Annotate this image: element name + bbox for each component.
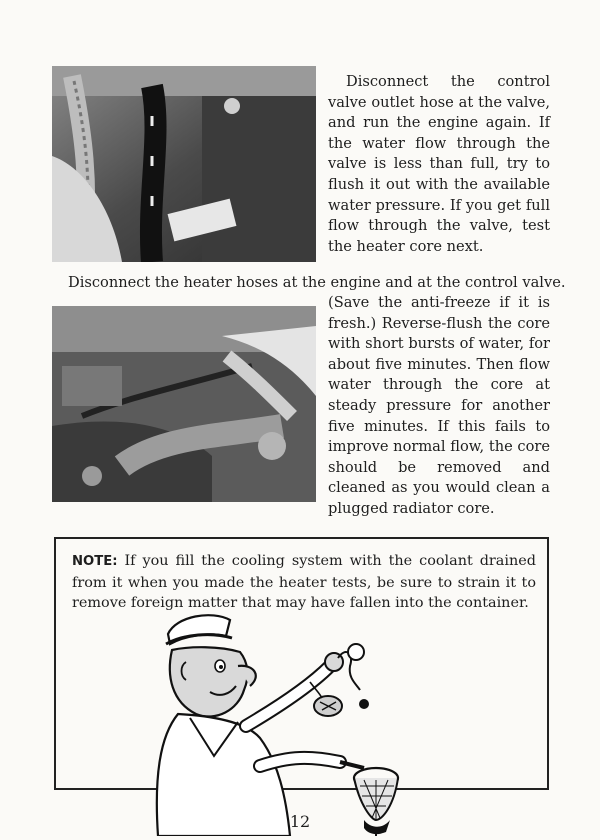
note-label: NOTE: [72, 554, 118, 569]
sailor-straining-illustration [150, 606, 400, 836]
photo-engine-hose [52, 66, 316, 262]
page-number: 12 [289, 812, 311, 831]
paragraph-heater-hoses-lead: Disconnect the heater hoses at the engine and at the control valve. [68, 274, 566, 291]
note-text [72, 551, 536, 614]
note-body: If you fill the cooling system with the coolant drained from it when you made the heater tests, be sure to strain it to remove foreign matter that may have fallen into the container. [72, 553, 536, 611]
paragraph-reverse-flush: (Save the anti-freeze if it is fresh.) Reverse-flush the core with short bursts of water, for about five minutes. Then flow water through the core at steady pressure for another five minutes. If this fails to improve normal flow, the core should be removed and cleaned as you would clean a plugged radiator core. [328, 294, 550, 517]
photo-engine-compartment [52, 306, 316, 502]
paragraph-control-valve: Disconnect the control valve outlet hose at the valve, and run the engine again. If the water flow through the valve is less than full, try to flush it out with the available water pressure. If you get full flow through the valve, test the heater core next. [328, 73, 550, 255]
